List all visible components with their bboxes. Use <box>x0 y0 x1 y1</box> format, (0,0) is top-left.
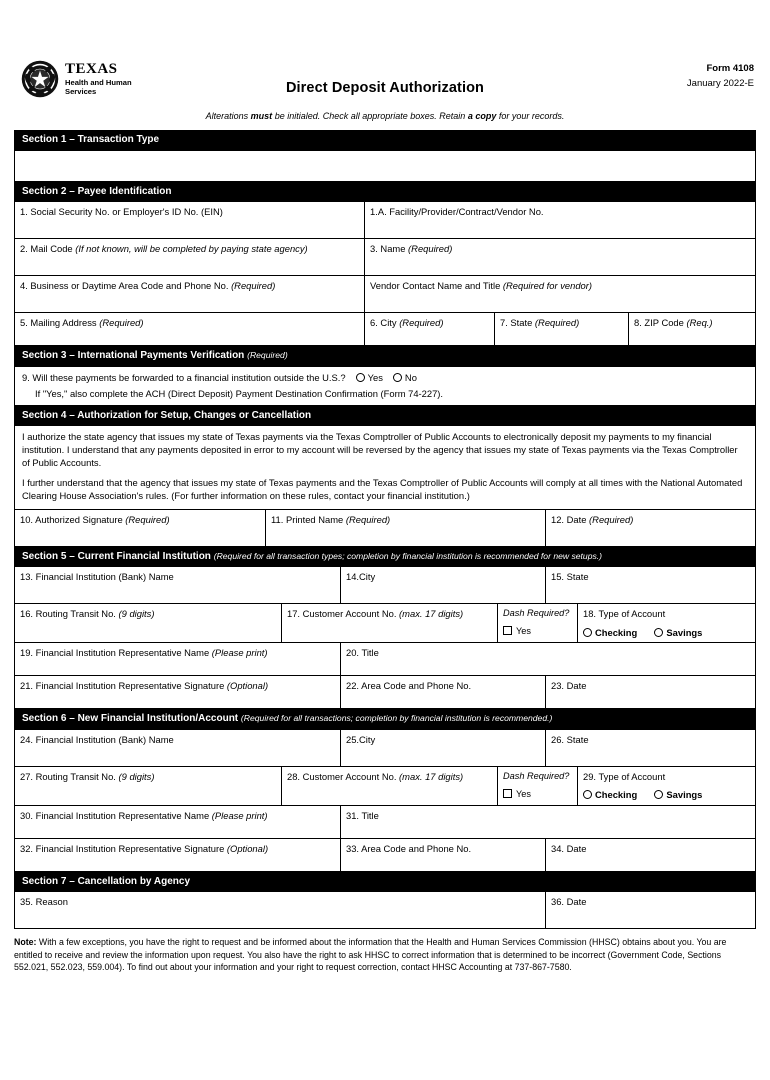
radio-no-icon[interactable] <box>393 373 402 382</box>
page-title: Direct Deposit Authorization <box>285 80 485 96</box>
new-rep-name-field[interactable] <box>15 806 341 838</box>
facility-vendor-no-label: 1.A. Facility/Provider/Contract/Vendor No. <box>370 206 544 217</box>
section-5-heading-text: Section 5 – Current Financial Institution <box>22 550 214 562</box>
current-checking-option[interactable] <box>583 627 637 638</box>
authorization-paragraph-2: I further understand that the agency that issues my state of Texas payments and the Texas Comptroller of Public Accounts will comply at all times with the National Automated Clearing House Association's rules. (For further information on these rules, contact your financial institution.) <box>22 476 743 501</box>
table-row <box>15 767 755 806</box>
state-hint: (Required) <box>534 317 580 328</box>
form-body <box>14 130 756 929</box>
printed-name-field[interactable] <box>266 510 546 546</box>
current-bank-city-label: 14.City <box>346 571 376 583</box>
name-label: 3. Name <box>370 243 409 254</box>
current-account-no-label: 17. Customer Account No. <box>287 608 400 620</box>
current-rep-name-label: 19. Financial Institution Representative Name <box>20 647 212 659</box>
vendor-contact-hint: (Required for vendor) <box>502 280 592 291</box>
authorized-signature-hint: (Required) <box>125 513 170 525</box>
section-5-heading-note: (Required for all transaction types; completion by financial institution is recommended for new setups.) <box>213 550 603 561</box>
intl-yes-label: Yes <box>367 371 383 383</box>
current-account-no-hint: (max. 17 digits) <box>399 608 464 620</box>
printed-name-hint: (Required) <box>345 513 391 525</box>
agency-sub-line2: Services <box>65 86 97 96</box>
new-dash-required-field[interactable] <box>498 767 578 805</box>
table-row <box>15 239 755 276</box>
section-1-heading: Section 1 – Transaction Type <box>15 130 755 151</box>
table-row <box>15 567 755 604</box>
current-rep-name-hint: (Please print) <box>211 647 268 659</box>
authorized-signature-label: 10. Authorized Signature <box>20 513 126 525</box>
radio-savings-icon[interactable] <box>654 790 663 799</box>
vendor-contact-field[interactable] <box>365 276 755 312</box>
new-rep-title-field[interactable] <box>341 806 755 838</box>
intl-yes-option[interactable] <box>346 372 383 383</box>
zip-code-field[interactable] <box>629 313 755 345</box>
mail-code-field[interactable] <box>15 239 365 275</box>
facility-vendor-no-field[interactable] <box>365 202 755 238</box>
section-3-heading-text: Section 3 – International Payments Verification <box>22 350 248 361</box>
name-hint: (Required) <box>408 243 453 254</box>
table-row <box>15 730 755 767</box>
current-account-type-label: 18. Type of Account <box>583 608 666 620</box>
section-5-heading <box>15 547 755 568</box>
section-6-heading-text: Section 6 – New Financial Institution/Account <box>22 713 241 725</box>
current-rep-date-field[interactable] <box>546 676 755 708</box>
form-header <box>14 56 756 130</box>
table-row <box>15 839 755 872</box>
zip-code-hint: (Req.) <box>686 317 713 328</box>
privacy-note <box>14 936 756 973</box>
section-4-authorization-row <box>15 426 755 510</box>
radio-yes-icon[interactable] <box>356 373 365 382</box>
state-label: 7. State <box>500 317 535 328</box>
section-2-heading: Section 2 – Payee Identification <box>15 182 755 203</box>
table-row <box>15 313 755 346</box>
current-bank-name-field[interactable] <box>15 567 341 603</box>
form-number: Form 4108 <box>706 63 754 74</box>
business-phone-hint: (Required) <box>231 280 276 291</box>
current-savings-option[interactable] <box>654 627 702 638</box>
current-rep-name-field[interactable] <box>15 643 341 675</box>
privacy-note-text: With a few exceptions, you have the right to request and be informed about the information that the Health and Human Services Commission (HHSC) obtains about you. You are entitled to receive and review the information upon request. You also have the right to ask HHSC to correct information that is determined to be incorrect (Government Code, Sections 552.021, 552.023, 559.004). To find out about your information and your right to request correction, contact HHSC Accounting at 737-867-7580. <box>14 937 727 973</box>
new-savings-label: Savings <box>666 789 703 801</box>
section-4-heading: Section 4 – Authorization for Setup, Changes or Cancellation <box>15 406 755 427</box>
new-rep-date-field[interactable] <box>546 839 755 871</box>
alterations-pre: Alterations <box>205 111 251 121</box>
cancellation-reason-label: 35. Reason <box>20 896 68 908</box>
new-rep-name-hint: (Please print) <box>211 809 268 821</box>
table-row <box>15 276 755 313</box>
authorization-text <box>15 426 755 509</box>
radio-savings-icon[interactable] <box>654 628 663 637</box>
new-account-no-label: 28. Customer Account No. <box>287 770 400 782</box>
radio-checking-icon[interactable] <box>583 790 592 799</box>
new-bank-name-field[interactable] <box>15 730 341 766</box>
ssn-ein-field[interactable] <box>15 202 365 238</box>
cancellation-reason-field[interactable] <box>15 892 546 928</box>
current-rep-phone-field[interactable] <box>341 676 546 708</box>
current-bank-state-field[interactable] <box>546 567 755 603</box>
new-rep-signature-hint: (Optional) <box>226 842 269 854</box>
current-account-no-field[interactable] <box>282 604 498 642</box>
current-savings-label: Savings <box>666 626 703 638</box>
privacy-note-label: Note: <box>14 937 37 948</box>
alterations-mid: be initialed. Check all appropriate boxes. Retain <box>272 111 468 121</box>
new-dash-yes-option[interactable] <box>503 789 574 801</box>
section-6-heading-note: (Required for all transactions; completion by financial institution is recommended.) <box>240 713 553 724</box>
new-rep-phone-field[interactable] <box>341 839 546 871</box>
city-hint: (Required) <box>399 317 444 328</box>
current-routing-no-label: 16. Routing Transit No. <box>20 608 119 620</box>
authorization-paragraph-1: I authorize the state agency that issues my state of Texas payments via the Texas Comptroller of Public Accounts to electronically deposit my payments to my financial institution. I understand that any payments deposited in error to my account will be reversed by the agency that issues my state of Texas payments via the Texas Comptroller of Public Accounts. <box>22 431 738 468</box>
alterations-must: must <box>250 111 273 121</box>
zip-code-label: 8. ZIP Code <box>634 317 687 328</box>
new-rep-phone-label: 33. Area Code and Phone No. <box>346 842 472 854</box>
current-routing-no-hint: (9 digits) <box>118 608 155 620</box>
authorization-date-label: 12. Date <box>551 513 590 525</box>
section-3-heading-note: (Required) <box>247 350 288 360</box>
current-dash-yes-option[interactable] <box>503 626 574 638</box>
new-account-type-field[interactable] <box>578 767 755 805</box>
new-rep-date-label: 34. Date <box>551 842 587 854</box>
current-rep-title-label: 20. Title <box>346 647 379 659</box>
new-dash-yes-label: Yes <box>516 788 531 799</box>
intl-no-label: No <box>404 371 417 383</box>
current-rep-phone-label: 22. Area Code and Phone No. <box>346 680 472 692</box>
table-row <box>15 643 755 676</box>
section-3-row <box>15 367 755 406</box>
intl-payments-question: 9. Will these payments be forwarded to a financial institution outside the U.S.? <box>22 371 346 383</box>
state-field[interactable] <box>495 313 629 345</box>
new-routing-no-field[interactable] <box>15 767 282 805</box>
cancellation-date-field[interactable] <box>546 892 755 928</box>
section-7-heading: Section 7 – Cancellation by Agency <box>15 872 755 893</box>
table-row <box>15 202 755 239</box>
current-bank-state-label: 15. State <box>551 571 589 583</box>
new-routing-no-label: 27. Routing Transit No. <box>20 770 119 782</box>
current-bank-name-label: 13. Financial Institution (Bank) Name <box>20 571 174 583</box>
checkbox-dash-yes-icon[interactable] <box>503 626 512 635</box>
authorization-date-hint: (Required) <box>589 513 634 525</box>
current-dash-required-field[interactable] <box>498 604 578 642</box>
new-checking-label: Checking <box>595 789 638 801</box>
current-checking-label: Checking <box>595 626 638 638</box>
city-label: 6. City <box>370 317 400 328</box>
form-date: January 2022-E <box>686 77 754 89</box>
business-phone-label: 4. Business or Daytime Area Code and Phone No. <box>20 280 232 291</box>
current-rep-signature-label: 21. Financial Institution Representative Signature <box>20 680 227 692</box>
new-routing-no-hint: (9 digits) <box>118 770 155 782</box>
mailing-address-hint: (Required) <box>99 317 144 328</box>
radio-checking-icon[interactable] <box>583 628 592 637</box>
current-rep-signature-field[interactable] <box>15 676 341 708</box>
mailing-address-field[interactable] <box>15 313 365 345</box>
form-meta <box>687 62 754 91</box>
section-6-heading <box>15 709 755 730</box>
mail-code-label: 2. Mail Code <box>20 243 76 254</box>
alterations-post: for your records. <box>496 111 565 121</box>
table-row <box>15 892 755 928</box>
agency-name: TEXAS <box>65 60 118 77</box>
table-row <box>15 806 755 839</box>
new-bank-city-field[interactable] <box>341 730 546 766</box>
current-dash-required-label: Dash Required? <box>503 608 570 619</box>
mailing-address-label: 5. Mailing Address <box>20 317 100 328</box>
current-rep-signature-hint: (Optional) <box>226 680 269 692</box>
new-bank-name-label: 24. Financial Institution (Bank) Name <box>20 733 174 745</box>
intl-payments-question-line <box>15 367 755 385</box>
name-field[interactable] <box>365 239 755 275</box>
current-dash-yes-label: Yes <box>516 626 531 637</box>
alterations-notice <box>14 111 756 121</box>
mail-code-hint: (If not known, will be completed by paying state agency) <box>75 243 308 254</box>
cancellation-date-label: 36. Date <box>551 896 587 908</box>
current-account-type-field[interactable] <box>578 604 755 642</box>
current-rep-title-field[interactable] <box>341 643 755 675</box>
checkbox-dash-yes-icon[interactable] <box>503 789 512 798</box>
agency-sub-line1: Health and Human <box>65 77 132 87</box>
new-account-no-field[interactable] <box>282 767 498 805</box>
new-savings-option[interactable] <box>654 789 702 800</box>
transaction-type-field[interactable] <box>15 151 755 181</box>
new-bank-state-label: 26. State <box>551 733 589 745</box>
new-rep-title-label: 31. Title <box>346 809 379 821</box>
intl-no-option[interactable] <box>383 372 417 383</box>
city-field[interactable] <box>365 313 495 345</box>
table-row <box>15 510 755 547</box>
new-account-no-hint: (max. 17 digits) <box>399 770 464 782</box>
section-3-heading <box>15 346 755 367</box>
current-routing-no-field[interactable] <box>15 604 282 642</box>
alterations-copy: a copy <box>467 111 497 121</box>
new-dash-required-label: Dash Required? <box>503 770 570 781</box>
current-rep-date-label: 23. Date <box>551 680 587 692</box>
authorized-signature-field[interactable] <box>15 510 266 546</box>
authorization-date-field[interactable] <box>546 510 755 546</box>
section-1-row <box>15 151 755 182</box>
intl-payments-note: If "Yes," also complete the ACH (Direct Deposit) Payment Destination Confirmation (Form 74-227). <box>35 387 444 399</box>
new-rep-name-label: 30. Financial Institution Representative Name <box>20 809 212 821</box>
ssn-ein-label: 1. Social Security No. or Employer's ID No. (EIN) <box>20 206 223 217</box>
new-account-type-label: 29. Type of Account <box>583 770 666 782</box>
new-bank-state-field[interactable] <box>546 730 755 766</box>
business-phone-field[interactable] <box>15 276 365 312</box>
printed-name-label: 11. Printed Name <box>271 513 346 525</box>
table-row <box>15 604 755 643</box>
vendor-contact-label: Vendor Contact Name and Title <box>370 280 503 291</box>
new-checking-option[interactable] <box>583 789 637 800</box>
new-bank-city-label: 25.City <box>346 733 376 745</box>
table-row <box>15 676 755 709</box>
form-page <box>0 56 770 1080</box>
new-rep-signature-label: 32. Financial Institution Representative Signature <box>20 842 227 854</box>
new-rep-signature-field[interactable] <box>15 839 341 871</box>
current-bank-city-field[interactable] <box>341 567 546 603</box>
